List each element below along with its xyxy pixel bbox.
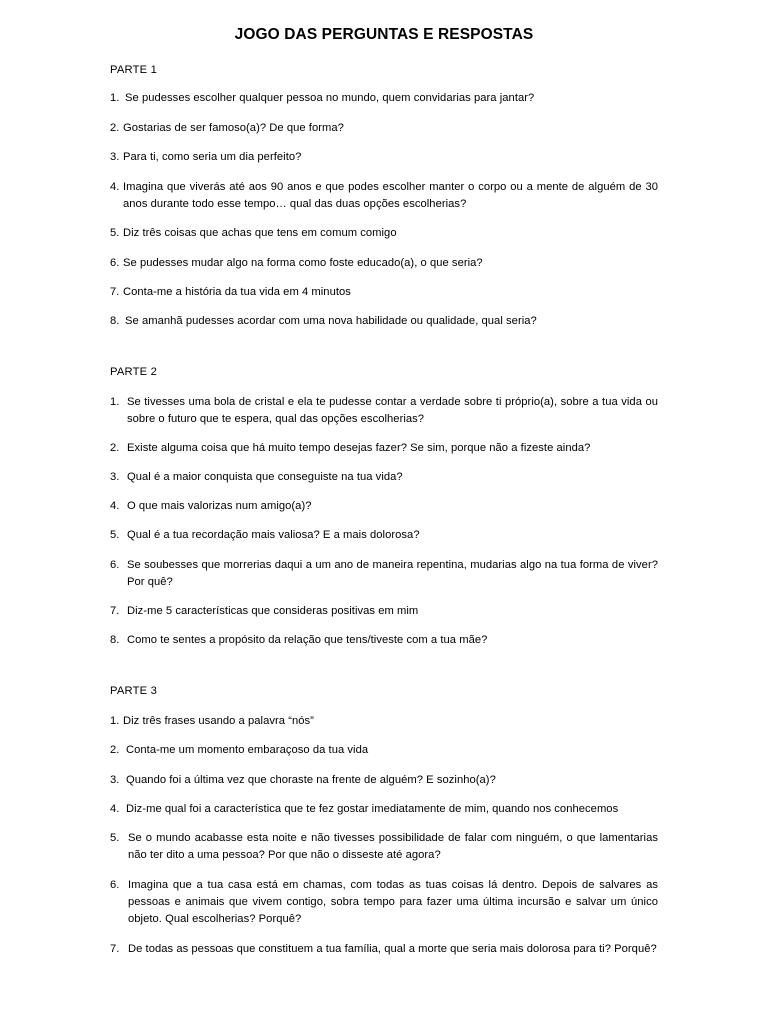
question-text: Como te sentes a propósito da relação que tens/tiveste com a tua mãe? xyxy=(127,634,488,646)
question-text: Qual é a tua recordação mais valiosa? E a mais dolorosa? xyxy=(127,529,420,541)
part-3-heading: PARTE 3 xyxy=(110,685,157,697)
question-text: Diz três coisas que achas que tens em comum comigo xyxy=(123,227,397,239)
question-item xyxy=(110,801,658,818)
question-number: 1. xyxy=(110,715,120,727)
question-text: Diz-me 5 características que consideras positivas em mim xyxy=(127,605,419,617)
question-item xyxy=(110,742,658,759)
question-text: Imagina que a tua casa está em chamas, com todas as tuas coisas lá dentro. Depois de salvares as pessoas e animais que vivem contigo, sobra tempo para fazer uma última incursão e salvar um único objeto. Qual escolherias? Porquê? xyxy=(128,879,658,925)
question-text: Se soubesses que morrerias daqui a um ano de maneira repentina, mudarias algo na tua forma de viver? Por quê? xyxy=(127,559,658,588)
question-number: 5. xyxy=(110,227,120,239)
question-number: 2. xyxy=(110,442,120,454)
question-text: Para ti, como seria um dia perfeito? xyxy=(123,151,302,163)
question-number: 1. xyxy=(110,92,120,104)
question-number: 4. xyxy=(110,181,120,193)
question-item xyxy=(110,713,658,730)
question-number: 7. xyxy=(110,605,120,617)
question-text: Se tivesses uma bola de cristal e ela te pudesse contar a verdade sobre ti próprio(a), sobre a tua vida ou sobre o futuro que te espera, qual das opções escolherias? xyxy=(127,396,658,425)
question-item xyxy=(110,603,658,620)
question-number: 6. xyxy=(110,879,120,891)
part-1-heading: PARTE 1 xyxy=(110,64,157,76)
question-text: De todas as pessoas que constituem a tua família, qual a morte que seria mais dolorosa para ti? Porquê? xyxy=(128,943,657,955)
question-number: 3. xyxy=(110,471,120,483)
question-number: 2. xyxy=(110,122,120,134)
question-item xyxy=(110,225,658,242)
question-number: 3. xyxy=(110,774,120,786)
question-text: Diz-me qual foi a característica que te fez gostar imediatamente de mim, quando nos conhecemos xyxy=(126,803,619,815)
question-item xyxy=(110,830,658,864)
document-title: JOGO DAS PERGUNTAS E RESPOSTAS xyxy=(234,26,534,43)
question-item xyxy=(110,255,658,272)
part-2-heading: PARTE 2 xyxy=(110,366,157,378)
question-text: Existe alguma coisa que há muito tempo desejas fazer? Se sim, porque não a fizeste ainda? xyxy=(127,442,591,454)
question-item xyxy=(110,877,658,928)
question-number: 4. xyxy=(110,803,120,815)
question-item xyxy=(110,632,658,649)
question-number: 3. xyxy=(110,151,120,163)
question-item xyxy=(110,557,658,591)
question-item xyxy=(110,772,658,789)
question-text: Gostarias de ser famoso(a)? De que forma? xyxy=(123,122,344,134)
question-number: 7. xyxy=(110,286,120,298)
question-number: 4. xyxy=(110,500,120,512)
question-text: Conta-me a história da tua vida em 4 minutos xyxy=(123,286,351,298)
question-number: 2. xyxy=(110,744,120,756)
question-number: 1. xyxy=(110,396,120,408)
question-item xyxy=(110,941,658,958)
question-item xyxy=(110,394,658,428)
question-item xyxy=(110,120,658,137)
question-item xyxy=(110,284,658,301)
question-item xyxy=(110,498,658,515)
question-item xyxy=(110,90,658,107)
question-number: 7. xyxy=(110,943,120,955)
question-number: 5. xyxy=(110,529,120,541)
question-text: Se o mundo acabasse esta noite e não tivesses possibilidade de falar com ninguém, o que lamentarias não ter dito a uma pessoa? Por que não o disseste até agora? xyxy=(128,832,658,861)
question-text: Imagina que viverás até aos 90 anos e que podes escolher manter o corpo ou a mente de alguém de 30 anos durante todo esse tempo… qual das duas opções escolherias? xyxy=(123,181,658,210)
question-number: 6. xyxy=(110,257,120,269)
question-item xyxy=(110,469,658,486)
question-item xyxy=(110,179,658,213)
question-item xyxy=(110,313,658,330)
question-text: Se pudesses mudar algo na forma como foste educado(a), o que seria? xyxy=(123,257,483,269)
question-text: Diz três frases usando a palavra “nós” xyxy=(123,715,314,727)
question-text: O que mais valorizas num amigo(a)? xyxy=(127,500,312,512)
question-number: 8. xyxy=(110,315,120,327)
question-item xyxy=(110,149,658,166)
question-item xyxy=(110,527,658,544)
question-text: Se pudesses escolher qualquer pessoa no mundo, quem convidarias para jantar? xyxy=(125,92,535,104)
question-text: Se amanhã pudesses acordar com uma nova habilidade ou qualidade, qual seria? xyxy=(125,315,537,327)
question-text: Conta-me um momento embaraçoso da tua vida xyxy=(126,744,369,756)
question-text: Qual é a maior conquista que conseguiste na tua vida? xyxy=(127,471,403,483)
question-number: 6. xyxy=(110,559,120,571)
question-number: 5. xyxy=(110,832,120,844)
question-item xyxy=(110,440,658,457)
question-text: Quando foi a última vez que choraste na frente de alguém? E sozinho(a)? xyxy=(126,774,496,786)
question-number: 8. xyxy=(110,634,120,646)
